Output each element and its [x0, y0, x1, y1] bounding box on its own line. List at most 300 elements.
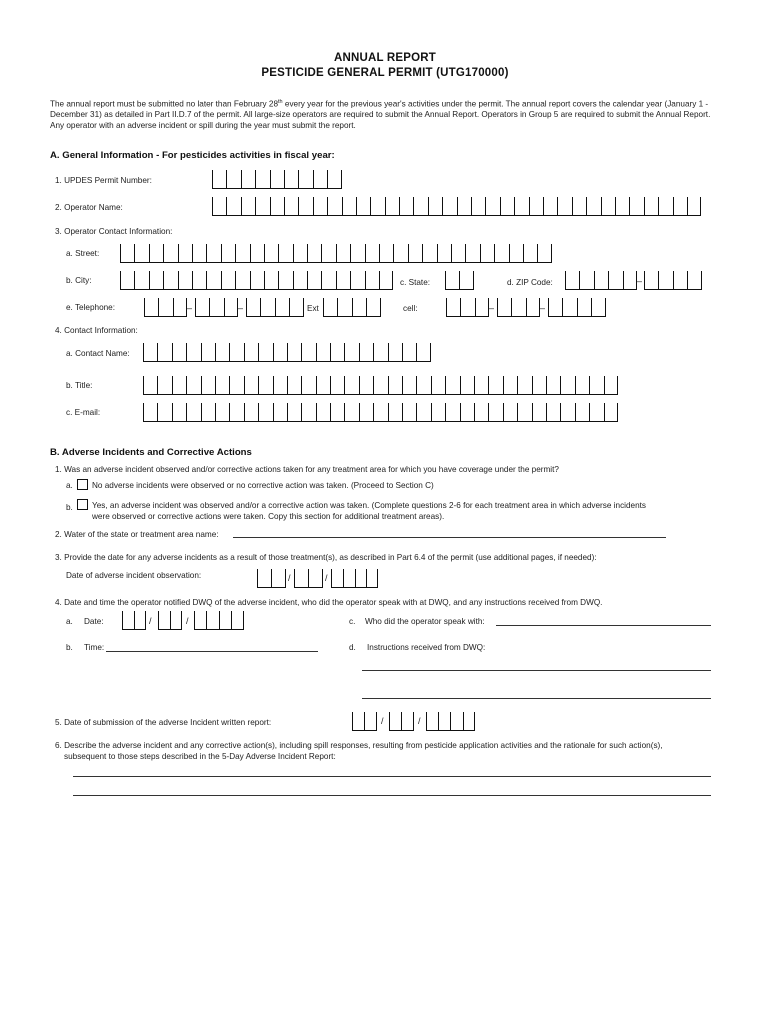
char-cell[interactable]	[450, 712, 462, 730]
char-cell[interactable]	[313, 197, 327, 215]
cell-dash-1: –	[489, 303, 495, 313]
char-cell[interactable]	[428, 197, 442, 215]
char-cell[interactable]	[416, 343, 430, 361]
char-cell[interactable]	[298, 197, 312, 215]
char-cell[interactable]	[201, 403, 215, 421]
char-cell[interactable]	[359, 376, 373, 394]
char-cell[interactable]	[206, 271, 220, 289]
char-cell[interactable]	[480, 244, 494, 262]
char-cell[interactable]	[575, 403, 589, 421]
char-cell[interactable]	[422, 244, 436, 262]
water-name-field[interactable]	[233, 537, 666, 538]
char-cell[interactable]	[170, 611, 182, 629]
char-cell[interactable]	[229, 343, 243, 361]
notify-time-field[interactable]	[106, 651, 318, 652]
char-cell[interactable]	[158, 611, 170, 629]
char-cell[interactable]	[215, 403, 229, 421]
char-cell[interactable]	[579, 271, 593, 289]
char-cell[interactable]	[457, 197, 471, 215]
description-line-2[interactable]	[73, 795, 711, 796]
q6-label-line2: subsequent to those steps described in the 5-Day Adverse Incident Report:	[64, 752, 336, 761]
char-cell[interactable]	[244, 376, 258, 394]
char-cell[interactable]	[416, 376, 430, 394]
char-cell[interactable]	[287, 376, 301, 394]
intro-text-part2: every year for the previous year's activities under the permit. The annual report covers the calendar year (January 1 - December 31) as detailed in Part II.D.7 of the permit. All large-size operators are required to submit the Annual Report. Operators in Group 5 are required to submit the Annual Report. Any operator with an adverse incident or spill during the year must submit the report.	[50, 99, 711, 130]
char-cell[interactable]	[416, 403, 430, 421]
contact-title-field[interactable]	[143, 376, 618, 395]
permit-number-field[interactable]	[212, 170, 342, 189]
char-cell[interactable]	[673, 197, 687, 215]
incident-year-field[interactable]	[331, 569, 378, 588]
char-cell[interactable]	[442, 197, 456, 215]
char-cell[interactable]	[270, 197, 284, 215]
char-cell[interactable]	[517, 403, 531, 421]
char-cell[interactable]	[186, 376, 200, 394]
char-cell[interactable]	[509, 244, 523, 262]
char-cell[interactable]	[604, 376, 618, 394]
char-cell[interactable]	[178, 244, 192, 262]
operator-name-label: 2. Operator Name:	[55, 203, 123, 212]
char-cell[interactable]	[301, 403, 315, 421]
char-cell[interactable]	[451, 244, 465, 262]
char-cell[interactable]	[186, 403, 200, 421]
char-cell[interactable]	[192, 271, 206, 289]
telephone-dash-1: –	[187, 303, 193, 313]
char-cell[interactable]	[255, 170, 269, 188]
char-cell[interactable]	[172, 403, 186, 421]
char-cell[interactable]	[186, 343, 200, 361]
char-cell[interactable]	[511, 298, 525, 316]
char-cell[interactable]	[275, 298, 289, 316]
char-cell[interactable]	[488, 403, 502, 421]
char-cell[interactable]	[503, 403, 517, 421]
char-cell[interactable]	[644, 271, 658, 289]
char-cell[interactable]	[560, 376, 574, 394]
char-cell[interactable]	[526, 298, 540, 316]
char-cell[interactable]	[163, 244, 177, 262]
email-label: c. E-mail:	[66, 408, 101, 417]
char-cell[interactable]	[226, 197, 240, 215]
char-cell[interactable]	[316, 343, 330, 361]
char-cell[interactable]	[431, 376, 445, 394]
char-cell[interactable]	[445, 271, 459, 289]
char-cell[interactable]	[134, 271, 148, 289]
char-cell[interactable]	[307, 244, 321, 262]
char-cell[interactable]	[219, 611, 231, 629]
notify-date-slash-2: /	[186, 616, 189, 626]
char-cell[interactable]	[366, 298, 380, 316]
operator-name-field[interactable]	[212, 197, 701, 216]
char-cell[interactable]	[287, 343, 301, 361]
char-cell[interactable]	[463, 712, 475, 730]
char-cell[interactable]	[365, 244, 379, 262]
char-cell[interactable]	[460, 403, 474, 421]
char-cell[interactable]	[370, 197, 384, 215]
char-cell[interactable]	[438, 712, 450, 730]
char-cell[interactable]	[474, 376, 488, 394]
char-cell[interactable]	[359, 343, 373, 361]
char-cell[interactable]	[413, 197, 427, 215]
char-cell[interactable]	[330, 403, 344, 421]
char-cell[interactable]	[158, 298, 172, 316]
char-cell[interactable]	[350, 271, 364, 289]
char-cell[interactable]	[537, 244, 551, 262]
q1b-label-line2: were observed or corrective actions were taken. Copy this section for additional treatment areas).	[92, 512, 445, 521]
char-cell[interactable]	[355, 569, 367, 587]
char-cell[interactable]	[445, 376, 459, 394]
char-cell[interactable]	[359, 403, 373, 421]
char-cell[interactable]	[389, 712, 401, 730]
char-cell[interactable]	[163, 271, 177, 289]
char-cell[interactable]	[173, 298, 187, 316]
char-cell[interactable]	[293, 244, 307, 262]
incident-day-field[interactable]	[294, 569, 323, 588]
char-cell[interactable]	[172, 376, 186, 394]
report-year-field[interactable]	[426, 712, 475, 731]
char-cell[interactable]	[278, 271, 292, 289]
q5-label: 5. Date of submission of the adverse Incident written report:	[55, 718, 272, 727]
char-cell[interactable]	[258, 403, 272, 421]
char-cell[interactable]	[356, 197, 370, 215]
incident-date-slash-1: /	[288, 573, 291, 583]
char-cell[interactable]	[465, 244, 479, 262]
char-cell[interactable]	[373, 403, 387, 421]
char-cell[interactable]	[301, 376, 315, 394]
char-cell[interactable]	[575, 376, 589, 394]
q4b-letter: b.	[66, 643, 73, 652]
char-cell[interactable]	[523, 244, 537, 262]
char-cell[interactable]	[379, 271, 393, 289]
char-cell[interactable]	[273, 343, 287, 361]
char-cell[interactable]	[201, 343, 215, 361]
char-cell[interactable]	[687, 271, 701, 289]
char-cell[interactable]	[215, 343, 229, 361]
char-cell[interactable]	[172, 343, 186, 361]
char-cell[interactable]	[548, 298, 562, 316]
char-cell[interactable]	[258, 376, 272, 394]
char-cell[interactable]	[366, 569, 378, 587]
q1b-letter: b.	[66, 503, 73, 512]
q1-label: 1. Was an adverse incident observed and/or corrective actions taken for any treatment area for which you have coverage under the permit?	[55, 465, 559, 474]
char-cell[interactable]	[134, 244, 148, 262]
report-date-slash-2: /	[418, 716, 421, 726]
char-cell[interactable]	[149, 271, 163, 289]
char-cell[interactable]	[445, 403, 459, 421]
char-cell[interactable]	[157, 376, 171, 394]
state-field[interactable]	[445, 271, 474, 290]
char-cell[interactable]	[321, 271, 335, 289]
char-cell[interactable]	[594, 271, 608, 289]
char-cell[interactable]	[229, 403, 243, 421]
char-cell[interactable]	[543, 197, 557, 215]
char-cell[interactable]	[301, 343, 315, 361]
char-cell[interactable]	[284, 197, 298, 215]
dwq-instructions-line-1[interactable]	[362, 670, 711, 671]
char-cell[interactable]	[687, 197, 701, 215]
incident-date-slash-2: /	[325, 573, 328, 583]
notify-month-field[interactable]	[122, 611, 146, 630]
char-cell[interactable]	[278, 244, 292, 262]
char-cell[interactable]	[589, 376, 603, 394]
char-cell[interactable]	[393, 244, 407, 262]
extension-field[interactable]	[323, 298, 381, 317]
telephone-line-field[interactable]	[246, 298, 304, 317]
char-cell[interactable]	[231, 611, 243, 629]
char-cell[interactable]	[426, 712, 438, 730]
char-cell[interactable]	[471, 197, 485, 215]
char-cell[interactable]	[608, 271, 622, 289]
char-cell[interactable]	[195, 298, 209, 316]
char-cell[interactable]	[313, 170, 327, 188]
char-cell[interactable]	[629, 197, 643, 215]
char-cell[interactable]	[212, 170, 226, 188]
char-cell[interactable]	[474, 403, 488, 421]
char-cell[interactable]	[327, 197, 341, 215]
char-cell[interactable]	[388, 376, 402, 394]
char-cell[interactable]	[352, 712, 364, 730]
char-cell[interactable]	[560, 403, 574, 421]
description-line-1[interactable]	[73, 776, 711, 777]
char-cell[interactable]	[264, 244, 278, 262]
char-cell[interactable]	[294, 569, 308, 587]
section-b-heading: B. Adverse Incidents and Corrective Actions	[50, 447, 252, 458]
char-cell[interactable]	[615, 197, 629, 215]
char-cell[interactable]	[246, 298, 260, 316]
char-cell[interactable]	[532, 403, 546, 421]
char-cell[interactable]	[206, 244, 220, 262]
char-cell[interactable]	[271, 569, 285, 587]
char-cell[interactable]	[437, 244, 451, 262]
char-cell[interactable]	[260, 298, 274, 316]
char-cell[interactable]	[589, 403, 603, 421]
telephone-label: e. Telephone:	[66, 303, 116, 312]
char-cell[interactable]	[343, 569, 355, 587]
char-cell[interactable]	[157, 403, 171, 421]
char-cell[interactable]	[255, 197, 269, 215]
email-field[interactable]	[143, 403, 618, 422]
char-cell[interactable]	[143, 376, 157, 394]
char-cell[interactable]	[500, 197, 514, 215]
char-cell[interactable]	[192, 244, 206, 262]
char-cell[interactable]	[287, 403, 301, 421]
telephone-prefix-field[interactable]	[195, 298, 238, 317]
dwq-instructions-line-2[interactable]	[362, 698, 711, 699]
char-cell[interactable]	[373, 343, 387, 361]
char-cell[interactable]	[408, 244, 422, 262]
permit-number-label: 1. UPDES Permit Number:	[55, 176, 152, 185]
q1b-checkbox[interactable]	[77, 499, 88, 510]
char-cell[interactable]	[604, 403, 618, 421]
char-cell[interactable]	[562, 298, 576, 316]
report-day-field[interactable]	[389, 712, 414, 731]
dwq-contact-field[interactable]	[496, 625, 711, 626]
char-cell[interactable]	[658, 271, 672, 289]
char-cell[interactable]	[402, 376, 416, 394]
telephone-area-field[interactable]	[144, 298, 187, 317]
char-cell[interactable]	[250, 271, 264, 289]
contact-name-field[interactable]	[143, 343, 431, 362]
char-cell[interactable]	[144, 298, 158, 316]
char-cell[interactable]	[122, 611, 134, 629]
notify-year-field[interactable]	[194, 611, 244, 630]
char-cell[interactable]	[157, 343, 171, 361]
char-cell[interactable]	[514, 197, 528, 215]
char-cell[interactable]	[431, 403, 445, 421]
char-cell[interactable]	[298, 170, 312, 188]
char-cell[interactable]	[194, 611, 206, 629]
char-cell[interactable]	[446, 298, 460, 316]
char-cell[interactable]	[344, 376, 358, 394]
street-field[interactable]	[120, 244, 552, 263]
char-cell[interactable]	[344, 343, 358, 361]
incident-month-field[interactable]	[257, 569, 286, 588]
char-cell[interactable]	[488, 376, 502, 394]
char-cell[interactable]	[244, 403, 258, 421]
char-cell[interactable]	[149, 244, 163, 262]
form-title-line2: PESTICIDE GENERAL PERMIT (UTG170000)	[261, 67, 509, 79]
zip-label: d. ZIP Code:	[507, 278, 553, 287]
extension-label: Ext	[307, 304, 319, 313]
char-cell[interactable]	[401, 712, 413, 730]
char-cell[interactable]	[399, 197, 413, 215]
intro-paragraph	[50, 97, 722, 131]
char-cell[interactable]	[572, 197, 586, 215]
char-cell[interactable]	[120, 244, 134, 262]
cell-dash-2: –	[540, 303, 546, 313]
char-cell[interactable]	[365, 271, 379, 289]
char-cell[interactable]	[331, 569, 343, 587]
char-cell[interactable]	[460, 298, 474, 316]
char-cell[interactable]	[337, 298, 351, 316]
q1a-checkbox[interactable]	[77, 479, 88, 490]
cell-prefix-field[interactable]	[497, 298, 540, 317]
char-cell[interactable]	[460, 376, 474, 394]
char-cell[interactable]	[532, 376, 546, 394]
char-cell[interactable]	[591, 298, 605, 316]
char-cell[interactable]	[623, 271, 637, 289]
char-cell[interactable]	[293, 271, 307, 289]
char-cell[interactable]	[257, 569, 271, 587]
cell-area-field[interactable]	[446, 298, 489, 317]
char-cell[interactable]	[209, 298, 223, 316]
char-cell[interactable]	[323, 298, 337, 316]
char-cell[interactable]	[330, 376, 344, 394]
char-cell[interactable]	[388, 343, 402, 361]
char-cell[interactable]	[503, 376, 517, 394]
char-cell[interactable]	[497, 298, 511, 316]
char-cell[interactable]	[241, 197, 255, 215]
q1a-letter: a.	[66, 481, 73, 490]
char-cell[interactable]	[475, 298, 489, 316]
char-cell[interactable]	[557, 197, 571, 215]
char-cell[interactable]	[658, 197, 672, 215]
char-cell[interactable]	[235, 271, 249, 289]
char-cell[interactable]	[517, 376, 531, 394]
char-cell[interactable]	[494, 244, 508, 262]
char-cell[interactable]	[565, 271, 579, 289]
char-cell[interactable]	[264, 271, 278, 289]
char-cell[interactable]	[336, 271, 350, 289]
report-month-field[interactable]	[352, 712, 377, 731]
char-cell[interactable]	[284, 170, 298, 188]
char-cell[interactable]	[241, 170, 255, 188]
char-cell[interactable]	[586, 197, 600, 215]
char-cell[interactable]	[273, 403, 287, 421]
char-cell[interactable]	[120, 271, 134, 289]
char-cell[interactable]	[215, 376, 229, 394]
cell-line-field[interactable]	[548, 298, 606, 317]
char-cell[interactable]	[673, 271, 687, 289]
char-cell[interactable]	[373, 376, 387, 394]
char-cell[interactable]	[336, 244, 350, 262]
char-cell[interactable]	[330, 343, 344, 361]
char-cell[interactable]	[327, 170, 341, 188]
char-cell[interactable]	[250, 244, 264, 262]
char-cell[interactable]	[577, 298, 591, 316]
char-cell[interactable]	[529, 197, 543, 215]
char-cell[interactable]	[352, 298, 366, 316]
char-cell[interactable]	[270, 170, 284, 188]
char-cell[interactable]	[546, 376, 560, 394]
report-date-slash-1: /	[381, 716, 384, 726]
char-cell[interactable]	[289, 298, 303, 316]
char-cell[interactable]	[206, 611, 218, 629]
char-cell[interactable]	[307, 271, 321, 289]
char-cell[interactable]	[402, 343, 416, 361]
char-cell[interactable]	[226, 170, 240, 188]
char-cell[interactable]	[229, 376, 243, 394]
char-cell[interactable]	[235, 244, 249, 262]
char-cell[interactable]	[364, 712, 376, 730]
char-cell[interactable]	[385, 197, 399, 215]
char-cell[interactable]	[143, 403, 157, 421]
q3-label: 3. Provide the date for any adverse incidents as a result of those treatment(s), as described in Part 6.4 of the permit (use additional pages, if needed):	[55, 553, 597, 562]
city-field[interactable]	[120, 271, 393, 290]
char-cell[interactable]	[221, 244, 235, 262]
char-cell[interactable]	[258, 343, 272, 361]
char-cell[interactable]	[178, 271, 192, 289]
char-cell[interactable]	[344, 403, 358, 421]
char-cell[interactable]	[321, 244, 335, 262]
char-cell[interactable]	[221, 271, 235, 289]
zip-plus4-field[interactable]	[644, 271, 702, 290]
char-cell[interactable]	[244, 343, 258, 361]
char-cell[interactable]	[601, 197, 615, 215]
char-cell[interactable]	[402, 403, 416, 421]
notify-day-field[interactable]	[158, 611, 182, 630]
char-cell[interactable]	[273, 376, 287, 394]
city-label: b. City:	[66, 276, 92, 285]
char-cell[interactable]	[224, 298, 238, 316]
char-cell[interactable]	[143, 343, 157, 361]
char-cell[interactable]	[134, 611, 146, 629]
char-cell[interactable]	[485, 197, 499, 215]
char-cell[interactable]	[201, 376, 215, 394]
char-cell[interactable]	[212, 197, 226, 215]
street-label: a. Street:	[66, 249, 100, 258]
zip-field[interactable]	[565, 271, 637, 290]
char-cell[interactable]	[644, 197, 658, 215]
char-cell[interactable]	[388, 403, 402, 421]
char-cell[interactable]	[350, 244, 364, 262]
char-cell[interactable]	[342, 197, 356, 215]
char-cell[interactable]	[316, 403, 330, 421]
char-cell[interactable]	[308, 569, 322, 587]
char-cell[interactable]	[459, 271, 473, 289]
char-cell[interactable]	[546, 403, 560, 421]
char-cell[interactable]	[379, 244, 393, 262]
char-cell[interactable]	[316, 376, 330, 394]
